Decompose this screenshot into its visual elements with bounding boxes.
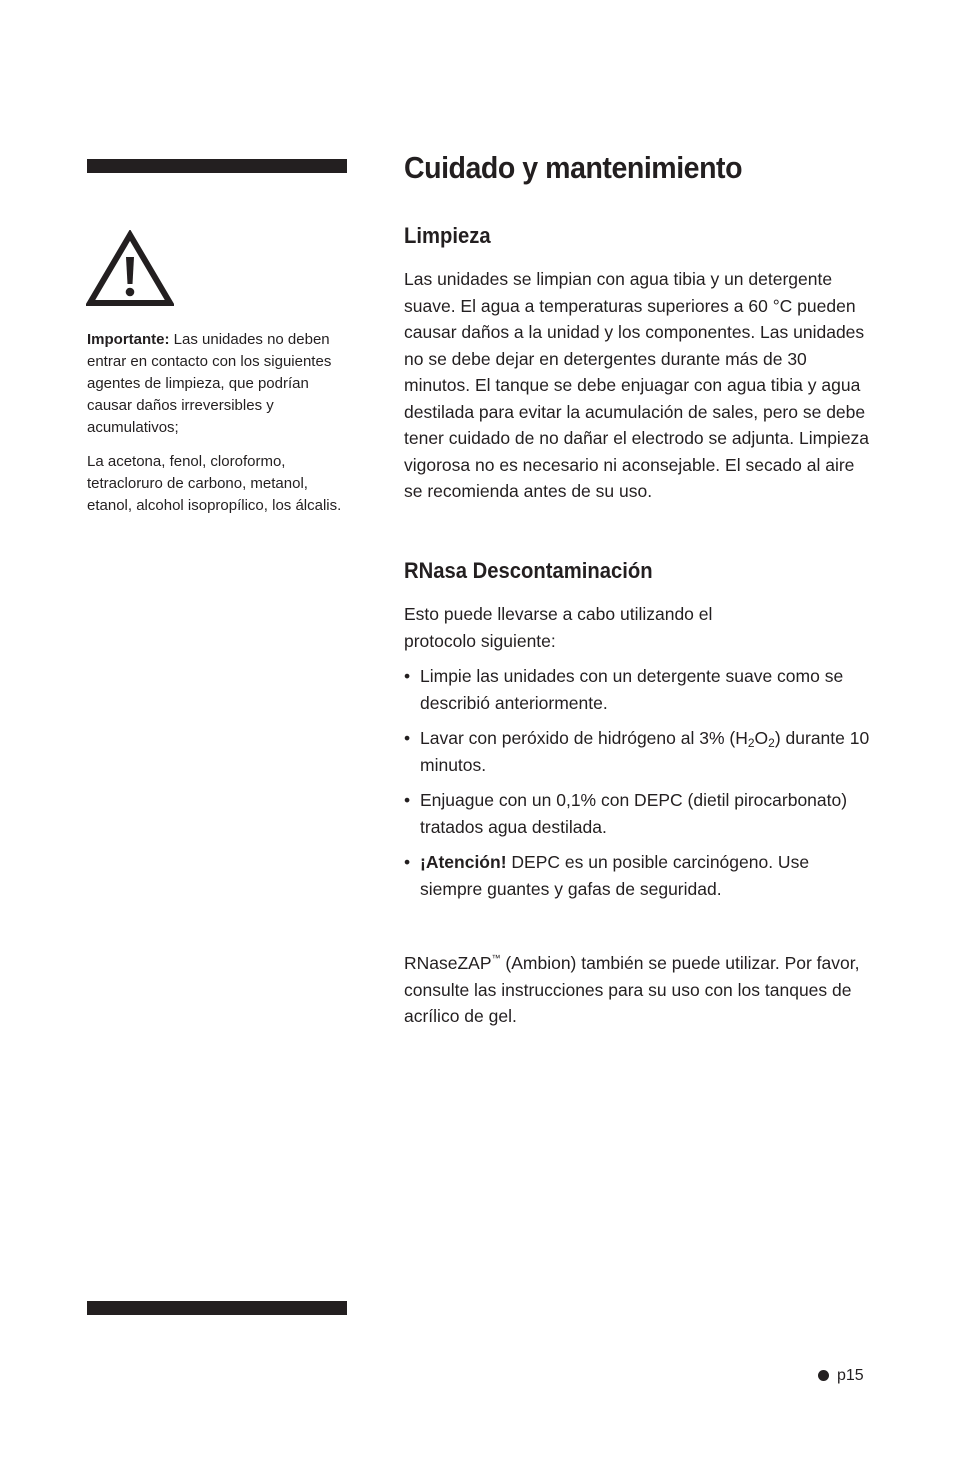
bottom-divider-bar — [87, 1301, 347, 1315]
list-item-text: O — [754, 728, 769, 748]
page-footer — [818, 1367, 864, 1385]
important-note — [87, 329, 349, 439]
bullet-marker: • — [404, 666, 411, 686]
list-item-text: Enjuague con un 0,1% con DEPC (dietil pirocarbonato) tratados agua destilada. — [420, 790, 848, 837]
rnasezap-paragraph — [404, 950, 874, 1030]
cleaning-paragraph: Las unidades se limpian con agua tibia y un detergente suave. El agua a temperaturas superiores a 60 °C pueden causar daños a la unidad y los componentes. Las unidades no se debe dejar en detergentes durante más de 30 minutos. El tanque se debe enjuagar con agua tibia y agua destilada para evitar la acumulación de sales, pero se debe tener cuidado de no dañar el electrodo se adjunta. Limpieza vigorosa no es necesario ni aconsejable. El secado al aire se recomienda antes de su uso. — [404, 269, 870, 501]
footer-dot-icon — [818, 1370, 829, 1381]
warning-triangle-icon — [86, 230, 174, 308]
bullet-marker: • — [404, 852, 411, 872]
list-item-text: Limpie las unidades con un detergente suave como se describió anteriormente. — [420, 666, 844, 713]
product-name: RNaseZAP — [404, 953, 492, 973]
list-item-text: ) durante 10 minutos. — [420, 728, 870, 775]
list-item — [404, 663, 874, 716]
subscript: 2 — [768, 736, 775, 750]
warning-label: ¡Atención! — [420, 852, 507, 872]
list-item — [404, 787, 874, 840]
rnase-intro: Esto puede llevarse a cabo utilizando el protocolo siguiente: — [404, 604, 713, 651]
list-item — [404, 725, 874, 778]
list-item-text: DEPC es un posible carcinógeno. Use siempre guantes y gafas de seguridad. — [420, 852, 810, 899]
section-heading-cleaning: Limpieza — [404, 223, 491, 248]
cleaning-agents-list: La acetona, fenol, cloroformo, tetracloruro de carbono, metanol, etanol, alcohol isopropílico, los álcalis. — [87, 453, 342, 514]
bullet-marker: • — [404, 728, 411, 748]
subscript: 2 — [747, 736, 755, 750]
list-item-text: Lavar con peróxido de hidrógeno al 3% (H — [420, 728, 748, 748]
protocol-list — [404, 663, 874, 911]
important-label: Importante: — [87, 331, 170, 348]
important-text: Las unidades no deben entrar en contacto con los siguientes agentes de limpieza, que podrían causar daños irreversibles y acumulativos; — [87, 331, 332, 436]
trademark-symbol: ™ — [491, 953, 501, 963]
page-number: p15 — [837, 1367, 864, 1384]
list-item — [404, 849, 874, 902]
bullet-marker: • — [404, 790, 411, 810]
section-heading-rnase: RNasa Descontaminación — [404, 558, 653, 583]
page-title: Cuidado y mantenimiento — [404, 150, 743, 185]
rnasezap-text: (Ambion) también se puede utilizar. Por favor, consulte las instrucciones para su uso con los tanques de acrílico de gel. — [404, 953, 860, 1026]
top-divider-bar — [87, 159, 347, 173]
